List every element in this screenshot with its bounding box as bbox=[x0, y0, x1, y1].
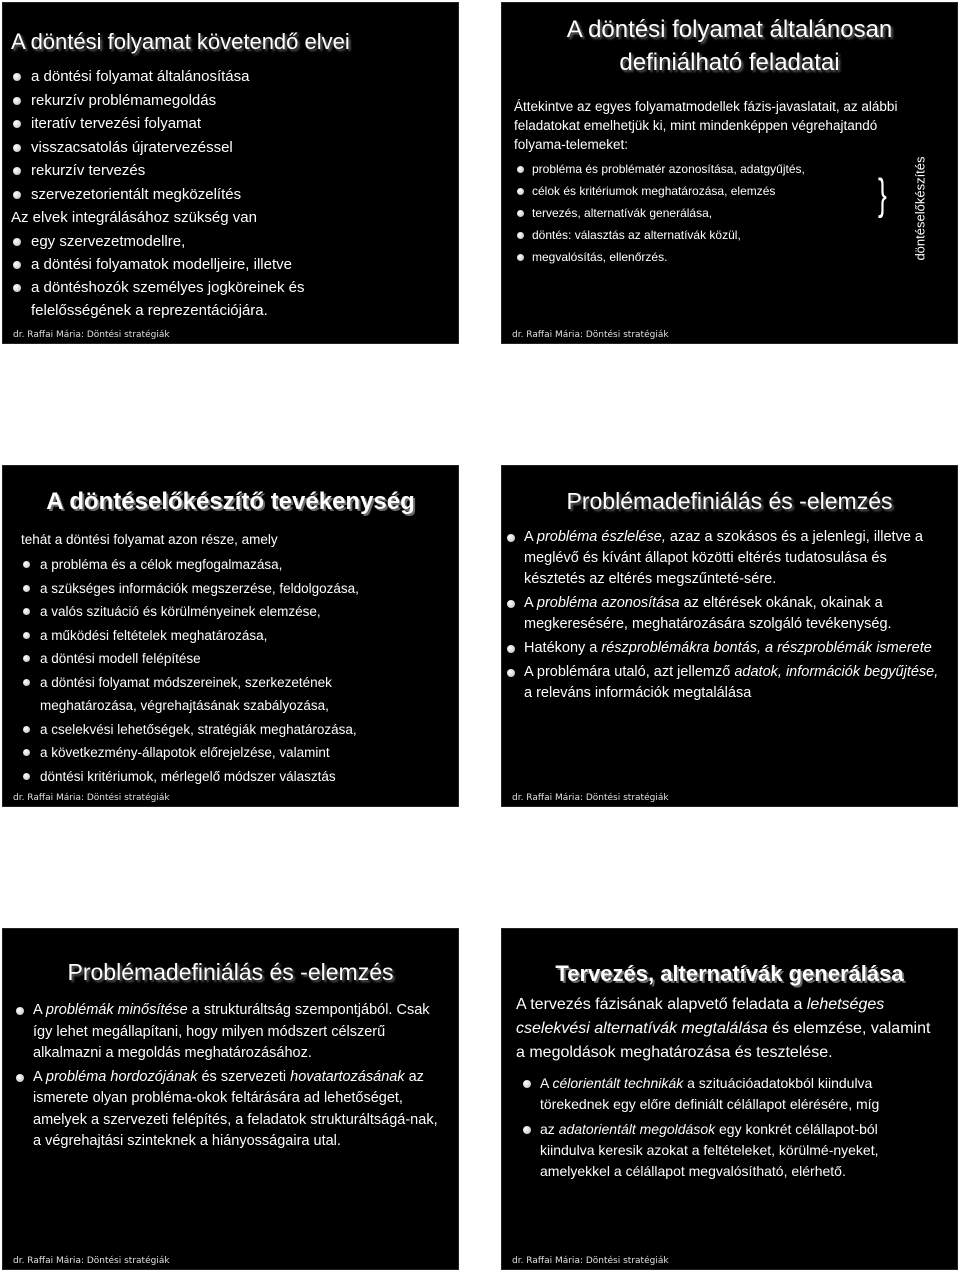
slide-3 bbox=[3, 466, 458, 806]
slide-footer: dr. Raffai Mária: Döntési stratégiák bbox=[512, 1256, 669, 1266]
list-item: a valós szituáció és körülményeinek elemzése, bbox=[40, 600, 438, 624]
slide-1-list bbox=[3, 55, 458, 206]
text-emphasis: célorientált technikák bbox=[552, 1075, 684, 1091]
slide-2-title: A döntési folyamat általánosan definiálható feladatai bbox=[566, 16, 893, 76]
slide-footer: dr. Raffai Mária: Döntési stratégiák bbox=[13, 793, 170, 803]
text-segment: A problémára utaló, azt jellemző bbox=[524, 664, 735, 680]
curly-brace-icon: } bbox=[877, 170, 887, 219]
slide-footer: dr. Raffai Mária: Döntési stratégiák bbox=[512, 793, 669, 803]
text-segment: a strukturáltság szempontjából. Csak így lehet megállapítani, hogy milyen módszert célszerű alkalmazni a megoldás meghatározásához. bbox=[33, 1002, 430, 1061]
list-item bbox=[33, 1067, 442, 1153]
list-item: iteratív tervezési folyamat bbox=[31, 112, 458, 136]
text-emphasis: hovatartozásának bbox=[290, 1068, 405, 1085]
text-segment: Hatékony a bbox=[524, 640, 602, 656]
list-item: a probléma és a célok megfogalmazása, bbox=[40, 553, 438, 577]
list-item: a döntési folyamat általánosítása bbox=[31, 65, 458, 89]
slide-footer: dr. Raffai Mária: Döntési stratégiák bbox=[512, 330, 669, 340]
slide-6 bbox=[502, 929, 957, 1269]
text-segment: egy konkrét célállapot-ból kiindulva keresik azokat a feltételeket, körülmé-nyeket, amelyekkel a célállapot megvalósítható, elérhető. bbox=[540, 1121, 879, 1179]
text-segment: A bbox=[524, 595, 537, 611]
text-emphasis: probléma észlelése, bbox=[536, 529, 666, 545]
text-emphasis: adatorientált megoldások bbox=[558, 1121, 716, 1137]
list-item: visszacsatolás újratervezéssel bbox=[31, 136, 458, 160]
slide-2-side-label: döntéselőkészítés bbox=[912, 156, 928, 261]
list-item: döntés: választás az alternatívák közül, bbox=[532, 224, 957, 246]
text-emphasis: részproblémákra bontás, a részproblémák ismerete bbox=[601, 640, 932, 656]
slide-2-intro: Áttekintve az egyes folyamatmodellek fázis-javaslatait, az alábbi feladatokat emelhetjük ki, mint mindenképpen végrehajtandó folyama-telemeket: bbox=[514, 99, 898, 152]
text-segment: A bbox=[540, 1075, 553, 1091]
text-emphasis: probléma azonosítása bbox=[536, 595, 680, 611]
text-segment: A bbox=[524, 529, 537, 545]
slide-4-list bbox=[502, 515, 957, 704]
list-item: probléma és problématér azonosítása, adatgyűjtés, bbox=[532, 158, 957, 180]
text-segment: a releváns információk megtalálása bbox=[524, 685, 752, 701]
slide-4-title: Problémadefiniálás és -elemzés bbox=[566, 488, 893, 514]
list-item: a döntési modell felépítése bbox=[40, 647, 438, 671]
slide-2 bbox=[502, 3, 957, 343]
slide-5-list bbox=[3, 986, 458, 1153]
list-item: rekurzív tervezés bbox=[31, 159, 458, 183]
list-item: tervezés, alternatívák generálása, bbox=[532, 202, 957, 224]
text-segment: az eltérések okának, okainak a megkeresésére, meghatározására szolgáló tevékenység. bbox=[524, 595, 892, 632]
text-segment: az ismerete olyan probléma-okok feltárására ad lehetőséget, amelyek a szervezeti felépítés, a feladatok strukturáltságá-nak, a végrehajtási szinteknek a hiányosságaira utal. bbox=[33, 1068, 438, 1149]
list-item: egy szervezetmodellre, bbox=[31, 230, 448, 253]
slide-1-list-2 bbox=[3, 230, 458, 322]
slide-footer: dr. Raffai Mária: Döntési stratégiák bbox=[13, 1256, 170, 1266]
list-item bbox=[540, 1073, 935, 1115]
list-item: a döntési folyamat módszereinek, szerkezetének meghatározása, végrehajtásának szabályozása, bbox=[40, 671, 410, 718]
list-item: a következmény-állapotok előrejelzése, valamint bbox=[40, 741, 438, 765]
slide-1-text: Az elvek integrálásához szükség van bbox=[11, 209, 257, 226]
list-item: a cselekvési lehetőségek, stratégiák meghatározása, bbox=[40, 718, 438, 742]
text-segment: A bbox=[33, 1002, 46, 1018]
slide-1-title: A döntési folyamat követendő elvei bbox=[11, 29, 350, 54]
text-emphasis: probléma hordozójának bbox=[45, 1068, 198, 1085]
list-item: rekurzív problémamegoldás bbox=[31, 89, 458, 113]
list-item bbox=[524, 593, 947, 635]
slide-6-intro bbox=[502, 987, 957, 1065]
slide-1 bbox=[3, 3, 458, 343]
list-item: döntési kritériumok, mérlegelő módszer választás bbox=[40, 765, 438, 789]
list-item bbox=[524, 638, 947, 659]
text-segment: az bbox=[540, 1121, 559, 1137]
text-emphasis: lehetséges cselekvési alternatívák megtalálása bbox=[516, 996, 885, 1037]
list-item: célok és kritériumok meghatározása, elemzés bbox=[532, 180, 957, 202]
text-segment: A tervezés fázisának alapvető feladata a bbox=[516, 996, 807, 1013]
slide-5 bbox=[3, 929, 458, 1269]
slide-3-list bbox=[3, 547, 458, 788]
slide-3-intro: tehát a döntési folyamat azon része, amely bbox=[21, 532, 278, 547]
text-segment: azaz a szokásos és a jelenlegi, illetve a meglévő és kívánt állapot közötti eltérés tudatosulása és késztetés az eltérés megszűnteté-sére. bbox=[524, 529, 923, 587]
list-item: megvalósítás, ellenőrzés. bbox=[532, 246, 957, 268]
list-item: a működési feltételek meghatározása, bbox=[40, 624, 438, 648]
slide-5-title: Problémadefiniálás és -elemzés bbox=[67, 959, 394, 985]
list-item bbox=[524, 662, 947, 704]
list-item bbox=[524, 527, 947, 590]
text-segment: és elemzése, valamint a megoldások meghatározása és tesztelése. bbox=[516, 1020, 931, 1061]
slide-footer: dr. Raffai Mária: Döntési stratégiák bbox=[13, 330, 170, 340]
text-segment: és szervezeti bbox=[197, 1068, 291, 1085]
list-item: a szükséges információk megszerzése, feldolgozása, bbox=[40, 577, 438, 601]
list-item bbox=[33, 1000, 442, 1065]
list-item: szervezetorientált megközelítés bbox=[31, 183, 458, 207]
text-segment: A bbox=[33, 1068, 46, 1085]
text-emphasis: adatok, információk begyűjtése, bbox=[734, 664, 939, 680]
text-segment: a szituációadatokból kiindulva törekednek egy előre definiált célállapot elérésére, míg bbox=[540, 1075, 880, 1112]
slide-3-title: A döntéselőkészítő tevékenység bbox=[46, 488, 415, 515]
slide-6-title: Tervezés, alternatívák generálása bbox=[555, 961, 904, 986]
slide-4 bbox=[502, 466, 957, 806]
list-item bbox=[540, 1119, 935, 1182]
list-item: a döntéshozók személyes jogköreinek és felelősségének a reprezentációjára. bbox=[31, 276, 351, 322]
list-item: a döntési folyamatok modelljeire, illetve bbox=[31, 253, 448, 276]
slide-6-list bbox=[502, 1065, 957, 1182]
slide-2-list bbox=[502, 154, 957, 268]
text-emphasis: problémák minősítése bbox=[45, 1002, 188, 1018]
